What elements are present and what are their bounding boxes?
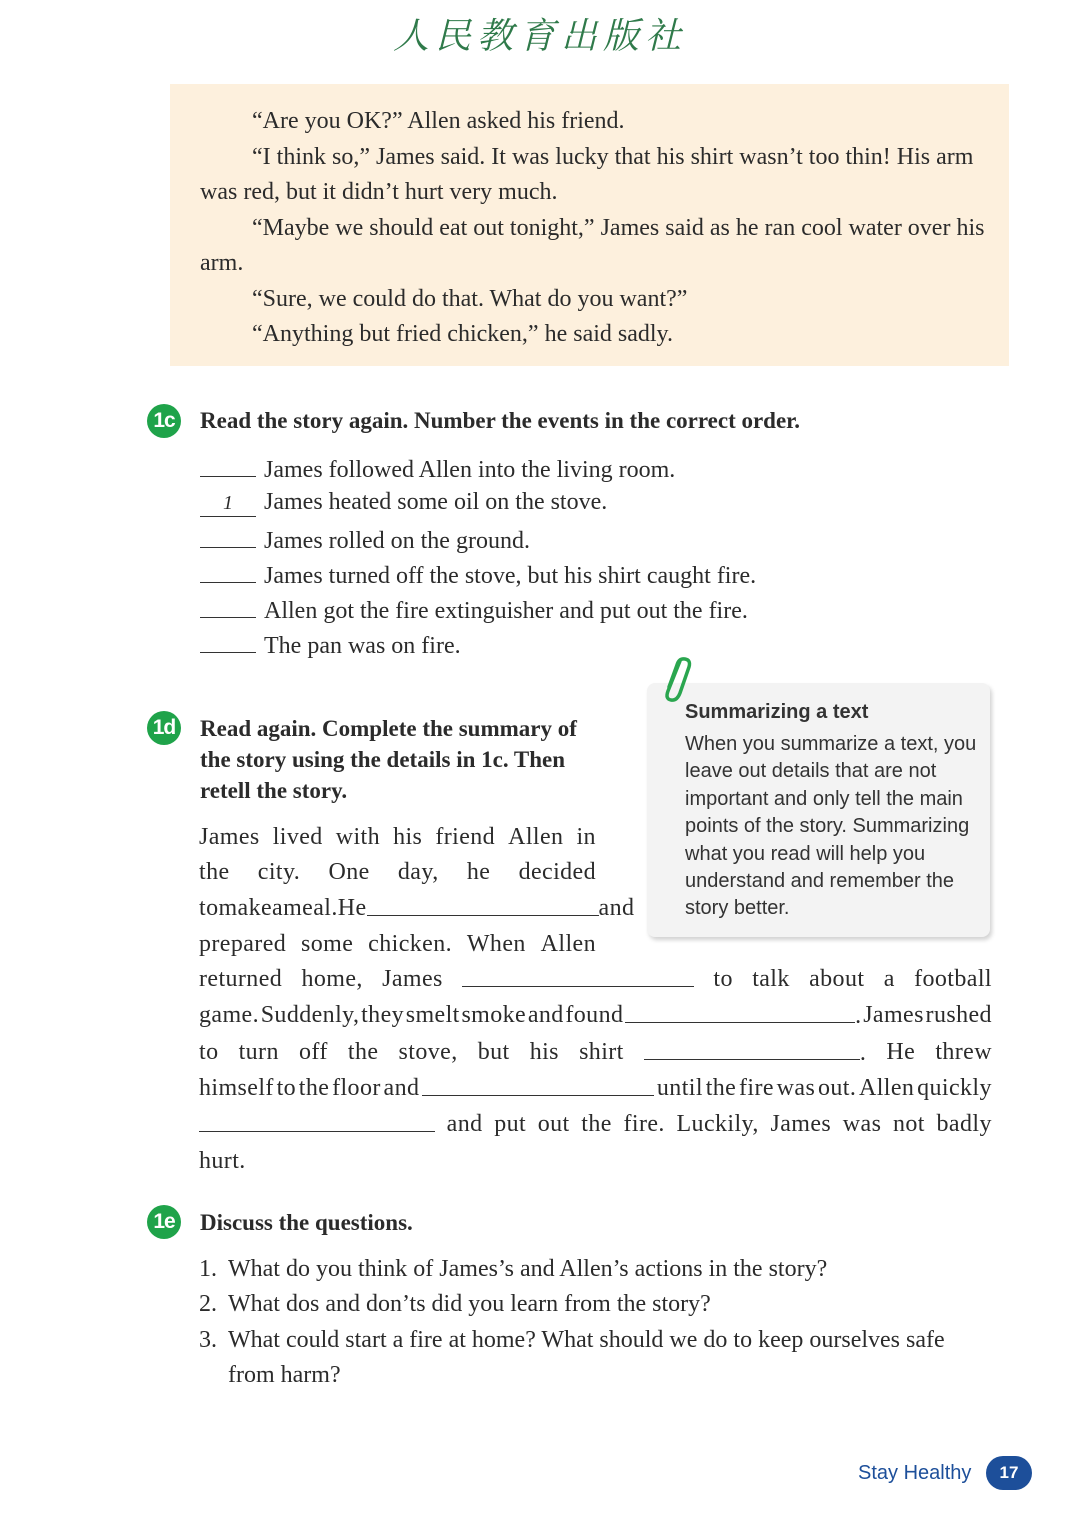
summary-line [199,1107,992,1143]
instruction-1c: Read the story again. Number the events in the correct order. [200,408,801,433]
event-text: James followed Allen into the living room. [264,457,676,483]
summary-word: out. [817,1075,857,1102]
event-order-list [200,450,756,662]
summary-line [199,1071,992,1107]
summary-line [199,998,992,1034]
order-number-blank[interactable] [200,626,256,653]
summary-word: his [393,824,423,850]
summary-word: lived [272,824,323,850]
list-item [199,1323,992,1394]
section-badge-1d: 1d [147,711,181,745]
summary-word: home, [301,966,363,993]
summary-word: and [598,894,635,921]
summary-word: fire [738,1075,774,1102]
question-number: 2. [199,1291,217,1318]
summary-word: found [565,1002,624,1029]
summary-word: shirt [579,1038,624,1065]
summary-word: decided [518,859,596,886]
publisher-logo: 人民教育出版社 [392,16,687,57]
event-text: James heated some oil on the stove. [264,489,608,516]
summary-line [199,962,992,998]
summary-word: he [466,859,491,886]
summary-word: the [298,1075,330,1102]
summary-word: James [863,1002,924,1029]
summary-word: Allen [508,824,564,850]
section-badge-1c: 1c [147,404,181,438]
summary-word: turn [238,1038,279,1065]
summary-word: Allen [540,930,596,957]
summary-word: about [809,966,865,993]
tip-title: Summarizing a text [685,701,869,723]
order-number-blank[interactable] [200,591,256,618]
order-number-blank[interactable] [200,556,256,583]
answer-blank[interactable] [625,998,855,1023]
summary-word: James [770,1111,832,1138]
section-badge-1e: 1e [147,1205,181,1239]
summary-word: but [477,1038,510,1065]
summary-word: stove, [398,1038,458,1065]
answer-blank[interactable] [367,891,599,916]
summary-word: to [713,966,733,993]
story-paragraph: “Are you OK?” Allen asked his friend. [252,108,625,134]
event-text: James turned off the stove, but his shirt caught fire. [264,562,757,589]
summary-word: hurt. [199,1147,246,1174]
summary-line [199,855,596,890]
summary-word: make [218,894,273,921]
summary-word: Suddenly, [260,1002,360,1029]
question-number: 3. [199,1326,217,1353]
answer-blank-group [625,998,861,1034]
list-item [200,485,756,520]
summary-word: himself [199,1075,274,1102]
summary-word: to [199,894,219,921]
list-item [199,1252,992,1287]
instruction-1d: Read again. Complete the summary of the story using the details in 1c. Then retell the story. [200,716,577,803]
event-text: Allen got the fire extinguisher and put out the fire. [264,598,748,625]
summary-word: chicken. [368,930,452,957]
summary-word: the [199,859,230,886]
question-text: What could start a fire at home? What should we do to keep ourselves safe from harm? [228,1326,945,1388]
discussion-questions [199,1252,992,1393]
event-text: James rolled on the ground. [264,527,530,554]
summary-word: the [347,1038,379,1065]
tip-body: When you summarize a text, you leave out details that are not important and only tell the main points of the story. Summarizing what you read will help you understand and remember the story better. [685,733,977,920]
summary-word: threw [935,1038,992,1065]
summary-word: city. [257,859,301,886]
summary-word: badly [936,1111,992,1138]
summary-word: . [855,1003,862,1030]
summary-word: his [529,1038,559,1065]
summary-word: smelt [405,1002,460,1029]
summary-word: put [494,1111,527,1138]
question-number: 1. [199,1256,217,1282]
summary-word: James [382,966,443,993]
answer-blank[interactable] [199,1107,435,1132]
summary-word: with [335,824,381,850]
answer-blank-group [422,1071,654,1107]
summary-word: friend [435,824,496,850]
summary-word: smoke [461,1002,527,1029]
summary-word: out [537,1111,570,1138]
summary-word: was [776,1075,816,1102]
list-item [200,450,756,485]
summary-word: and [383,1075,420,1102]
unit-title: Stay Healthy [858,1462,972,1484]
answer-blank-group [199,1107,435,1143]
summary-word: to [276,1075,297,1102]
list-item [200,521,756,556]
summary-word: the [705,1075,737,1102]
summary-word: game. [199,1002,259,1029]
summary-word: meal. [283,894,338,921]
summary-word: He [337,894,367,921]
summary-word: prepared [199,930,287,957]
summary-word: Luckily, [676,1111,759,1138]
story-paragraph: “Sure, we could do that. What do you want?” [252,285,688,312]
order-number-blank[interactable] [200,450,256,477]
summary-word: Allen [859,1075,915,1102]
summary-word: floor [332,1075,381,1102]
summary-word: to [199,1038,219,1065]
list-item [200,591,756,626]
summary-word: fire. [623,1111,665,1138]
summary-word: James [199,824,260,850]
summary-line [199,1144,992,1179]
instruction-1e: Discuss the questions. [200,1210,413,1235]
answer-blank[interactable] [462,962,694,987]
summary-word: rushed [925,1002,992,1029]
summary-word: the [581,1111,612,1138]
paperclip-icon [658,655,694,703]
summary-word: He [886,1038,916,1065]
summary-word: a [883,966,895,993]
tip-card [647,683,990,937]
summary-word: not [892,1111,925,1138]
summary-word: was [842,1111,882,1138]
event-text: The pan was on fire. [264,633,461,660]
summary-word: off [298,1038,328,1065]
list-item [200,556,756,591]
summary-word: talk [752,966,790,993]
summary-word: until [656,1075,703,1102]
story-paragraph: “Maybe we should eat out tonight,” James said as he ran cool water over his arm. [200,214,985,276]
summary-word: they [361,1002,405,1029]
summary-line [199,927,596,962]
summary-word: in [576,824,596,850]
summary-word: quickly [917,1075,992,1102]
order-number-blank[interactable] [200,521,256,548]
answer-blank-group [644,1035,866,1071]
list-item [199,1287,992,1322]
summary-word: When [466,930,526,957]
answer-blank[interactable] [422,1071,654,1096]
summary-word: and [527,1002,564,1029]
order-number-blank[interactable]: 1 [200,490,256,517]
answer-blank-group [462,962,694,998]
summary-line [199,891,635,927]
summary-word: some [301,930,354,957]
summary-line [199,820,596,855]
answer-blank[interactable] [644,1035,860,1060]
story-paragraph: “Anything but fried chicken,” he said sadly. [252,321,673,347]
question-text: What do you think of James’s and Allen’s actions in the story? [228,1256,828,1282]
story-excerpt [170,84,1009,366]
page-number: 17 [986,1456,1032,1490]
summary-word: and [446,1111,483,1138]
summary-word: returned [199,966,283,993]
summary-word: One [328,859,370,886]
answer-blank-group [367,891,599,927]
summary-word: day, [397,859,439,886]
question-text: What dos and don’ts did you learn from the story? [228,1291,711,1318]
summary-word: football [914,966,992,993]
summary-word: a [272,894,284,921]
summary-word: . [859,1039,867,1066]
story-paragraph: “I think so,” James said. It was lucky that his shirt wasn’t too thin! His arm was red, but it didn’t hurt very much. [200,143,974,205]
summary-line [199,1035,992,1071]
